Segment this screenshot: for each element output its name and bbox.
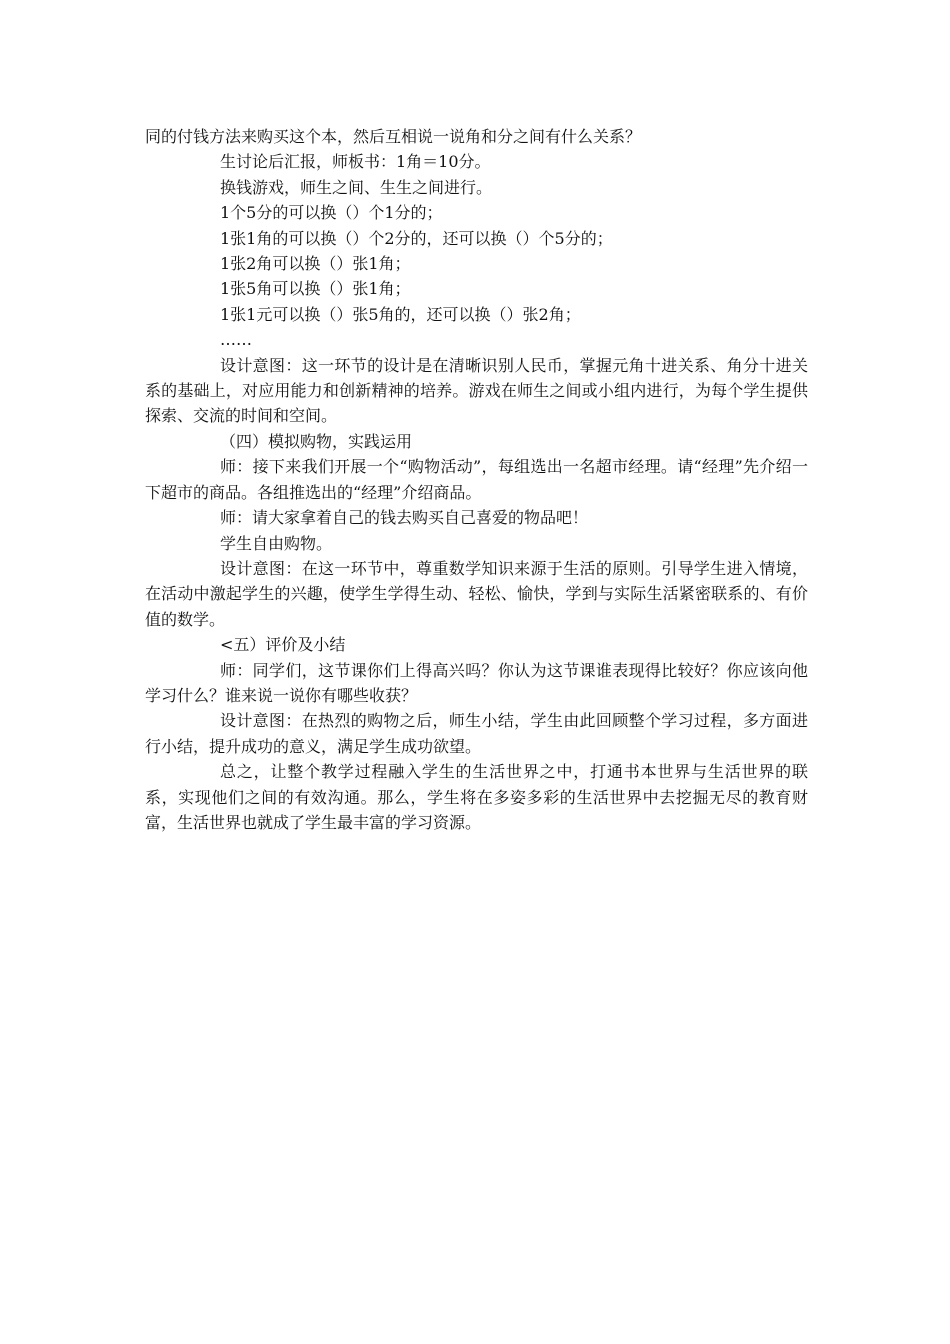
paragraph-design-intent-3: 设计意图：在热烈的购物之后，师生小结，学生由此回顾整个学习过程，多方面进行小结，提升成功的意义，满足学生成功欲望。: [145, 711, 808, 756]
paragraph-free-shopping: 学生自由购物。: [220, 533, 333, 553]
exercise-line-1: 1个5分的可以换（）个1分的；: [220, 203, 443, 223]
paragraph-design-intent-2: 设计意图：在这一环节中，尊重数学知识来源于生活的原则。引导学生进入情境，在活动中激起学生的兴趣，使学生学得生动、轻松、愉快，学到与实际生活紧密联系的、有价值的数学。: [145, 558, 808, 629]
section-heading-5: <五）评价及小结: [220, 635, 346, 655]
paragraph-conclusion: 总之，让整个教学过程融入学生的生活世界之中，打通书本世界与生活世界的联系，实现他们之间的有效沟通。那么，学生将在多姿多彩的生活世界中去挖掘无尽的教育财富，生活世界也就成了学生最丰富的学习资源。: [145, 762, 808, 832]
paragraph-report: 生讨论后汇报，师板书：1角＝10分。: [220, 152, 491, 172]
exercise-line-5: 1张1元可以换（）张5角的，还可以换（）张2角；: [220, 304, 581, 324]
exercise-line-2: 1张1角的可以换（）个2分的，还可以换（）个5分的；: [220, 228, 613, 248]
paragraph-teacher-instruction: 师：请大家拿着自己的钱去购买自己喜爱的物品吧！: [220, 508, 589, 528]
section-heading-4: （四）模拟购物，实践运用: [220, 431, 413, 451]
paragraph-teacher-question: 师：同学们，这节课你们上得高兴吗？你认为这节课谁表现得比较好？你应该向他学习什么？谁来说一说你有哪些收获？: [145, 660, 808, 705]
paragraph-design-intent-1: 设计意图：这一环节的设计是在清晰识别人民币，掌握元角十进关系、角分十进关系的基础上，对应用能力和创新精神的培养。游戏在师生之间或小组内进行，为每个学生提供探索、交流的时间和空间。: [145, 355, 808, 426]
exercise-line-4: 1张5角可以换（）张1角；: [220, 279, 411, 299]
paragraph-continuation: 同的付钱方法来购买这个本，然后互相说一说角和分之间有什么关系？: [145, 127, 642, 146]
document-body: [145, 124, 808, 835]
ellipsis-line: ……: [220, 330, 252, 350]
paragraph-shopping-activity: 师：接下来我们开展一个“购物活动”，每组选出一名超市经理。请“经理”先介绍一下超市的商品。各组推选出的“经理”介绍商品。: [145, 457, 808, 502]
exercise-line-3: 1张2角可以换（）张1角；: [220, 254, 411, 274]
paragraph-exchange-game: 换钱游戏，师生之间、生生之间进行。: [220, 177, 493, 197]
